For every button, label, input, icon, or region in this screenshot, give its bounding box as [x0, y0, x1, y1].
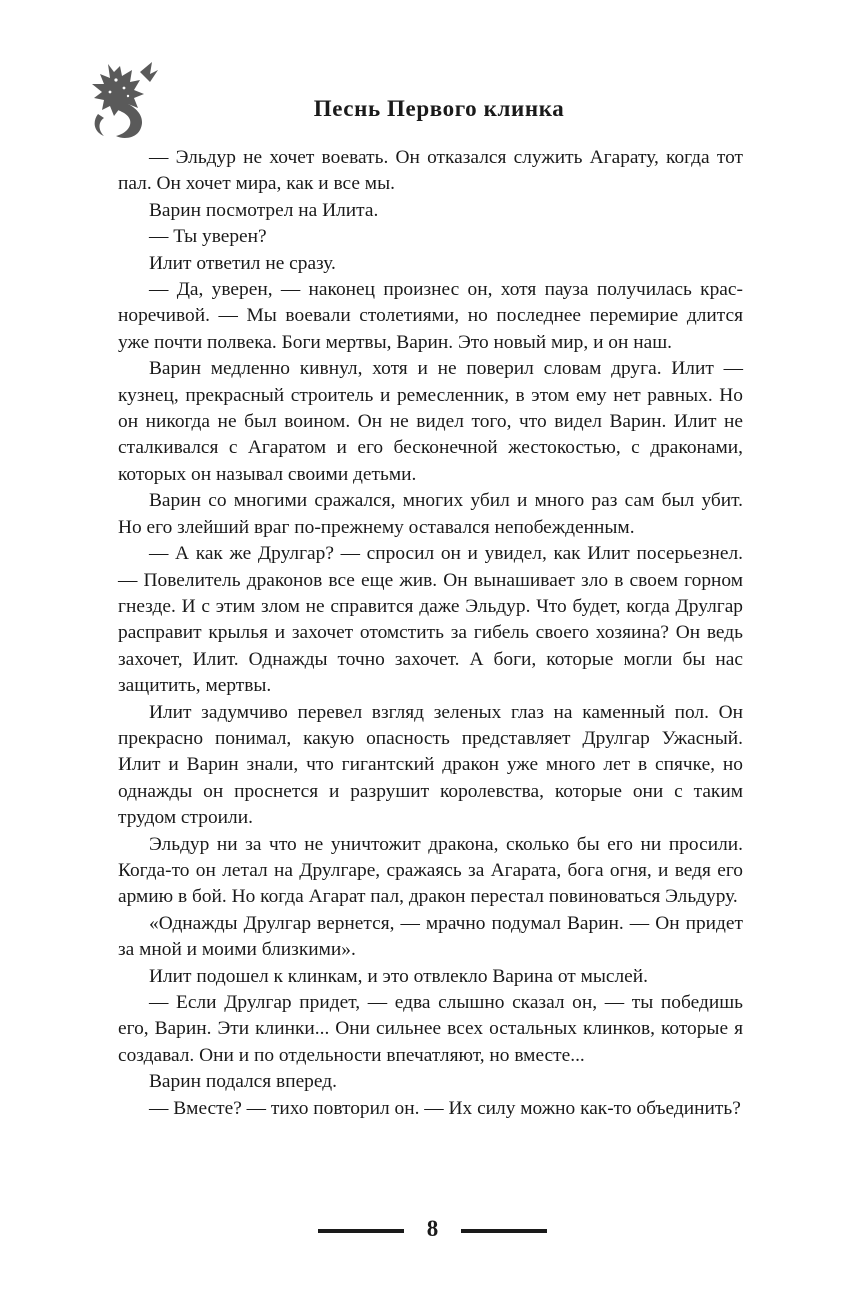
paragraph: Илит задумчиво перевел взгляд зеленых глаз на каменный пол. Он прекрасно понимал, какую опасность представляет Друлгар Ужасный. Илит и Варин знали, что гигантский дракон уже много лет в спячке, но однажды он проснется и разрушит королевства, которые они с таким трудом строили. — [118, 701, 743, 829]
paragraph: Варин со многими сражался, многих убил и много раз сам был убит. Но его злейший враг по-прежнему оставался непобежденным. — [118, 490, 743, 538]
paragraph: — Ты уверен? — [149, 226, 267, 248]
paragraph: Варин медленно кивнул, хотя и не поверил словам друга. Илит — кузнец, прекрасный строитель и ремесленник, в этом ему нет равных. Но он никогда не был воином. Он не видел того, что видел Варин. Илит не сталкивался с Агаратом и его бесконечной жестокостью, с драконами, которых он называл своими детьми. — [118, 358, 743, 485]
page-number: 8 — [426, 1216, 439, 1241]
footer-rule-right — [461, 1229, 547, 1233]
paragraph: — Если Друлгар придет, — едва слышно сказал он, — ты победишь его, Варин. Эти клинки... Они сильнее всех остальных клинков, которые я создавал. Они и по отдельности впечатляют, но вместе... — [118, 992, 743, 1066]
paragraph: «Однажды Друлгар вернется, — мрачно подумал Варин. — Он придет за мной и моими близкими». — [118, 912, 743, 961]
page-footer — [0, 1213, 844, 1245]
paragraph: Эльдур ни за что не уничтожит дракона, сколько бы его ни просили. Когда-то он летал на Друлгаре, сражаясь за Агарата, бога огня, и ведя его армию в бой. Но когда Агарат пал, дракон перестал повиноваться Эльдуру. — [118, 833, 743, 908]
paragraph: — Да, уверен, — наконец произнес он, хотя пауза получилась красноречивой. — Мы воевали столетиями, но последнее перемирие длится уже почти полвека. Боги мертвы, Варин. Это новый мир, и он наш. — [118, 279, 743, 353]
paragraph: Варин посмотрел на Илита. — [149, 199, 379, 221]
paragraph: Илит ответил не сразу. — [149, 252, 336, 274]
paragraph: — Эльдур не хочет воевать. Он отказался служить Агарату, когда тот пал. Он хочет мира, как и все мы. — [118, 147, 743, 195]
body-text — [118, 145, 743, 1122]
running-title: Песнь Первого клинка — [313, 96, 565, 121]
footer-rule-left — [318, 1229, 404, 1233]
paragraph: Илит подошел к клинкам, и это отвлекло Варина от мыслей. — [149, 965, 648, 987]
paragraph: — Вместе? — тихо повторил он. — Их силу можно как-то объединить? — [149, 1097, 741, 1119]
paragraph: Варин подался вперед. — [149, 1071, 337, 1093]
paragraph: — А как же Друлгар? — спросил он и увидел, как Илит посерьезнел. — Повелитель драконов все еще жив. Он вынашивает зло в своем горном гнезде. И с этим злом не справится даже Эльдур. Что будет, когда Друлгар расправит крылья и захочет отомстить за гибель своего хозяина? Он ведь захочет, Илит. Однажды точно захочет. А боги, которые могли бы нас защитить, мертвы. — [118, 543, 743, 697]
